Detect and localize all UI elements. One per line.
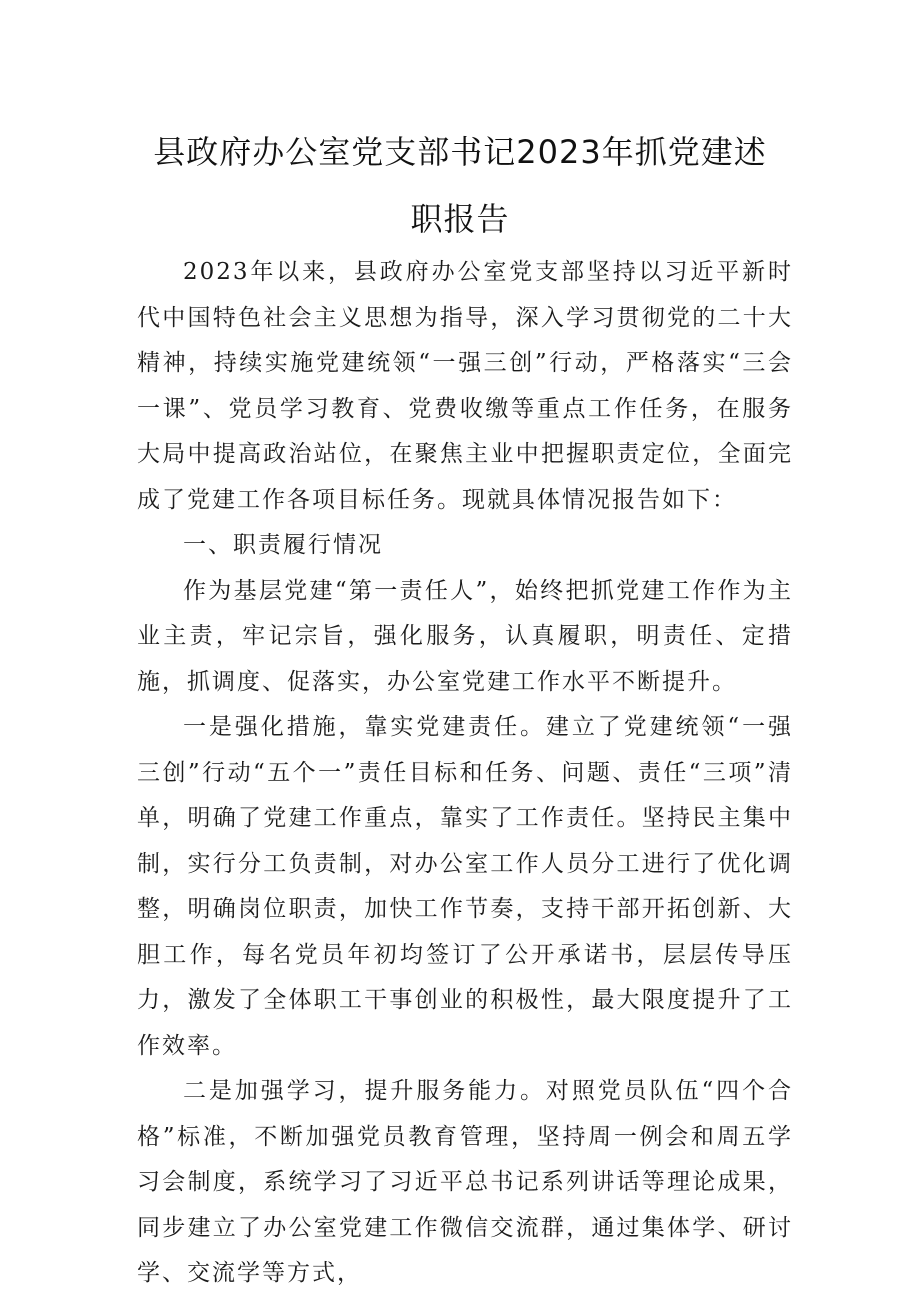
section-heading: 一、职责履行情况 — [183, 532, 383, 558]
document-title-line-1: 县政府办公室党支部书记2023年抓党建述 — [153, 133, 767, 171]
intro-paragraph: 2023年以来，县政府办公室党支部坚持以习近平新时代中国特色社会主义思想为指导，深入学习贯彻党的二十大精神，持续实施党建统领“一强三创”行动，严格落实“三会一课”、党员学习教育、党费收缴等重点工作任务，在服务大局中提高政治站位，在聚焦主业中把握职责定位，全面完成了党建工作各项目标任务。现就具体情况报告如下： — [137, 259, 793, 513]
responsibility-paragraph: 作为基层党建“第一责任人”，始终把抓党建工作作为主业主责，牢记宗旨，强化服务，认真履职，明责任、定措施，抓调度、促落实，办公室党建工作水平不断提升。 — [137, 577, 793, 695]
document-body — [137, 250, 793, 1297]
document-title-line-2: 职报告 — [410, 200, 510, 238]
measures-paragraph: 一是强化措施，靠实党建责任。建立了党建统领“一强三创”行动“五个一”责任目标和任务、问题、责任“三项”清单，明确了党建工作重点，靠实了工作责任。坚持民主集中制，实行分工负责制，对办公室工作人员分工进行了优化调整，明确岗位职责，加快工作节奏，支持干部开拓创新、大胆工作，每名党员年初均签订了公开承诺书，层层传导压力，激发了全体职工干事创业的积极性，最大限度提升了工作效率。 — [137, 714, 793, 1059]
study-paragraph: 二是加强学习，提升服务能力。对照党员队伍“四个合格”标准，不断加强党员教育管理，坚持周一例会和周五学习会制度，系统学习了习近平总书记系列讲话等理论成果，同步建立了办公室党建工作微信交流群，通过集体学、研讨学、交流学等方式， — [137, 1078, 793, 1286]
